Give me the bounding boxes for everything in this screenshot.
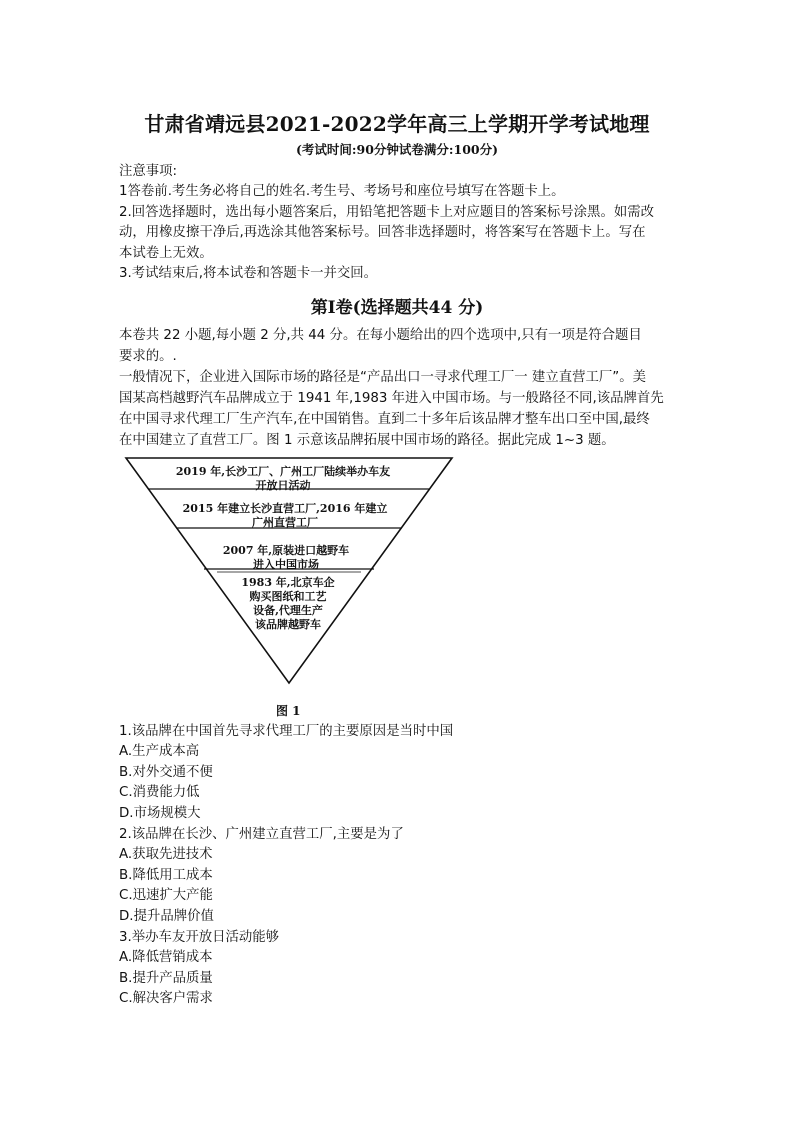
note-line: 3.考试结束后,将本试卷和答题卡一并交回。 [119,266,378,281]
passage-line: 一般情况下，企业进入国际市场的路径是“产品出口一寻求代理工厂一 建立直营工厂”。美 [119,370,646,385]
exam-title: 甘肃省靖远县2021-2022学年高三上学期开学考试地理 [144,112,650,136]
level-text: 购买图纸和工艺 [249,590,327,603]
answer-option: B.提升产品质量 [119,971,213,986]
note-line: 2.回答选择题时，选出每小题答案后，用铅笔把答题卡上对应题目的答案标号涂黑。如需改 [119,205,655,220]
question-stem: 3.举办车友开放日活动能够 [119,930,280,945]
passage-line: 在中国建立了直营工厂。图 1 示意该品牌拓展中国市场的路径。据此完成 1~3 题。 [119,433,615,448]
answer-option: C.解决客户需求 [119,991,213,1006]
answer-option: C.迅速扩大产能 [119,888,213,903]
level-text: 2015 年建立长沙直营工厂,2016 年建立 [182,502,388,515]
passage-line: 国某高档越野汽车品牌成立于 1941 年,1983 年进入中国市场。与一般路径不同,该品牌首先 [119,391,664,406]
note-line: 1答卷前.考生务必将自己的姓名.考生号、考场号和座位号填写在答题卡上。 [119,184,565,199]
answer-option: B.降低用工成本 [119,868,213,883]
section-intro-line: 要求的。. [119,349,177,364]
level-text: 进入中国市场 [253,558,319,571]
level-text: 1983 年,北京车企 [241,576,335,589]
level-text: 广州直营工厂 [252,516,318,529]
notes-heading: 注意事项: [119,164,178,179]
answer-option: A.降低营销成本 [119,950,213,965]
note-line: 本试卷上无效。 [119,246,213,261]
answer-option: D.提升品牌价值 [119,909,214,924]
answer-option: A.生产成本高 [119,744,200,759]
inverted-pyramid-figure [118,453,458,688]
figure-caption: 图 1 [276,704,301,718]
section-title: 第Ⅰ卷(选择题共44 分) [310,298,484,318]
level-text: 该品牌越野车 [255,618,321,631]
note-line: 动，用橡皮擦干净后,再选涂其他答案标号。回答非选择题时，将答案写在答题卡上。写在 [119,225,646,240]
level-text: 设备,代理生产 [253,604,323,617]
question-stem: 1.该品牌在中国首先寻求代理工厂的主要原因是当时中国 [119,724,454,739]
exam-subtitle: (考试时间:90分钟试卷满分:100分) [295,142,499,157]
answer-option: D.市场规模大 [119,806,201,821]
passage-line: 在中国寻求代理工厂生产汽车,在中国销售。直到二十多年后该品牌才整车出口至中国,最终 [119,412,650,427]
answer-option: B.对外交通不便 [119,765,213,780]
level-text: 2019 年,长沙工厂、广州工厂陆续举办车友 [175,465,391,478]
answer-option: A.获取先进技术 [119,847,213,862]
question-stem: 2.该品牌在长沙、广州建立直营工厂,主要是为了 [119,827,404,842]
level-text: 开放日活动 [255,479,311,492]
level-text: 2007 年,原装进口越野车 [222,544,350,557]
section-intro-line: 本卷共 22 小题,每小题 2 分,共 44 分。在每小题给出的四个选项中,只有一项是符合题目 [119,328,642,343]
answer-option: C.消费能力低 [119,785,200,800]
